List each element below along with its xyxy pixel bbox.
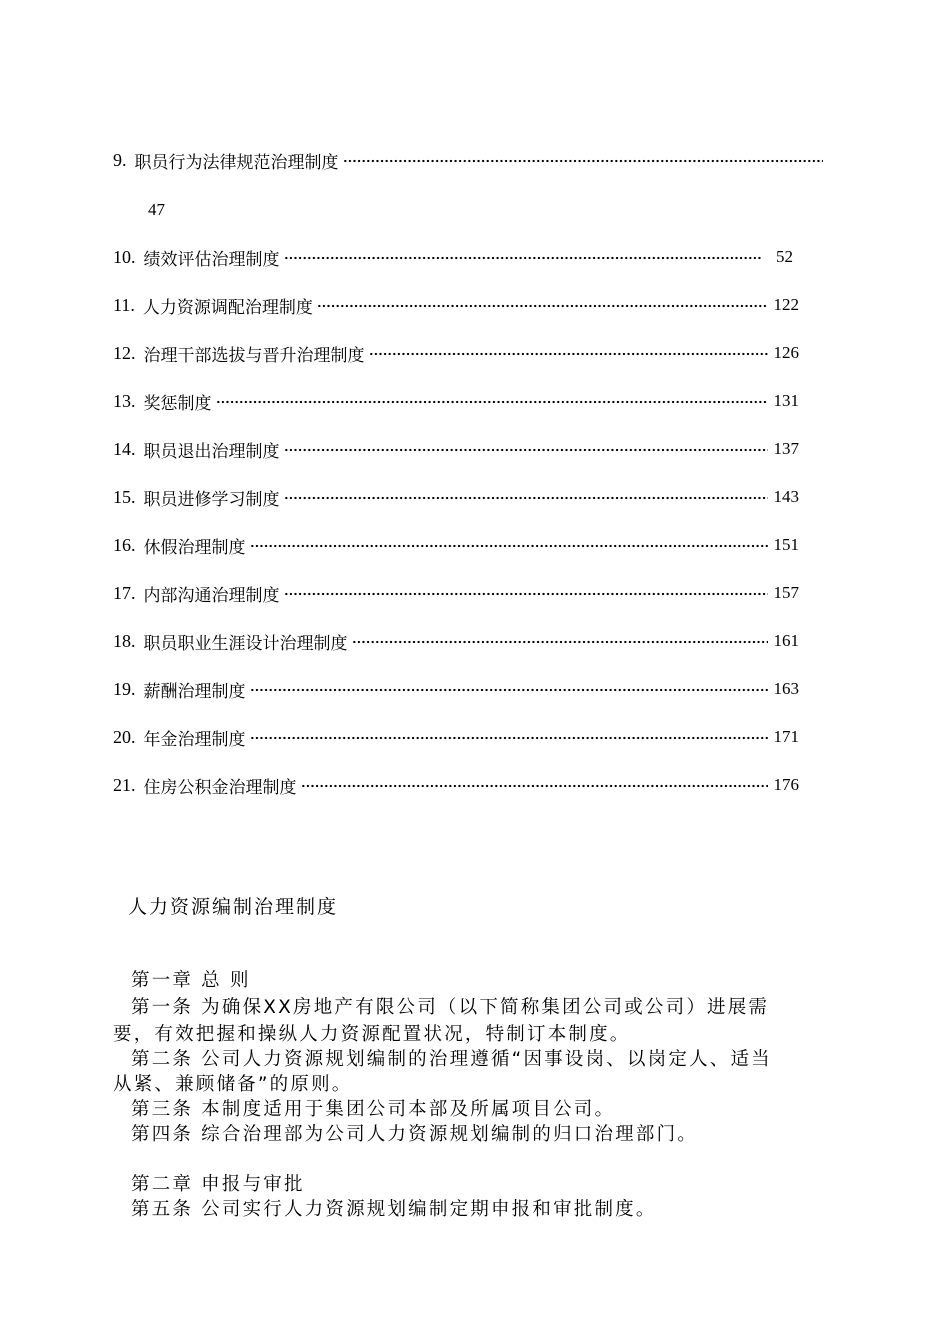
toc-item-14[interactable] <box>113 434 799 464</box>
toc-number: 15. <box>113 486 136 507</box>
toc-leader-dots <box>284 592 768 596</box>
toc-title: 职员职业生涯设计治理制度 <box>143 633 348 654</box>
toc-page-number: 143 <box>773 487 799 506</box>
toc-item-12[interactable] <box>113 338 799 368</box>
toc-title: 治理干部选拔与晋升治理制度 <box>143 345 365 366</box>
toc-leader-dots <box>352 640 768 644</box>
chapter-heading: 第一章 总 则 <box>131 970 251 991</box>
toc-number: 13. <box>113 390 136 411</box>
toc-leader-dots <box>250 544 768 548</box>
toc-leader-dots <box>284 448 768 452</box>
toc-leader-dots <box>301 784 768 788</box>
toc-title: 职员退出治理制度 <box>143 441 280 462</box>
toc-title: 年金治理制度 <box>143 729 246 750</box>
toc-page-number: 161 <box>773 631 799 650</box>
toc-page-number: 131 <box>773 391 799 410</box>
toc-number: 11. <box>113 294 135 315</box>
toc-page-number: 176 <box>773 775 799 794</box>
toc-page-number: 171 <box>773 727 799 746</box>
toc-page-number: 137 <box>773 439 799 458</box>
toc-title: 内部沟通治理制度 <box>143 585 280 606</box>
toc-page-number: 163 <box>773 679 799 698</box>
toc-title: 休假治理制度 <box>143 537 246 558</box>
toc-item-17[interactable] <box>113 578 799 608</box>
toc-number: 16. <box>113 534 136 555</box>
toc-page-number: 151 <box>773 535 799 554</box>
toc-title: 职员行为法律规范治理制度 <box>134 152 339 173</box>
chapter-heading: 第二章 申报与审批 <box>131 1174 305 1195</box>
toc-number: 19. <box>113 678 136 699</box>
toc-number: 20. <box>113 726 136 747</box>
article-1-line-1: 第一条 为确保XX房地产有限公司（以下简称集团公司或公司）进展需 <box>131 997 770 1018</box>
toc-item-21[interactable] <box>113 770 799 800</box>
document-title: 人力资源编制治理制度 <box>128 896 339 918</box>
toc-item-16[interactable] <box>113 530 799 560</box>
toc-item-19[interactable] <box>113 674 799 704</box>
toc-leader-dots <box>343 159 824 163</box>
toc-number: 12. <box>113 342 136 363</box>
toc-title: 职员进修学习制度 <box>143 489 280 510</box>
toc-item-13[interactable] <box>113 386 799 416</box>
toc-item-9-page: 47 <box>148 200 165 219</box>
toc-leader-dots <box>250 688 768 692</box>
toc-item-20[interactable] <box>113 722 799 752</box>
toc-title: 人力资源调配治理制度 <box>142 297 313 318</box>
toc-number: 14. <box>113 438 136 459</box>
article-1-line-2: 要，有效把握和操纵人力资源配置状况，特制订本制度。 <box>113 1024 631 1045</box>
toc-item-9[interactable] <box>113 145 823 175</box>
toc-number: 9. <box>113 149 127 170</box>
toc-item-18[interactable] <box>113 626 799 656</box>
article-5: 第五条 公司实行人力资源规划编制定期申报和审批制度。 <box>131 1199 657 1220</box>
article-3: 第三条 本制度适用于集团公司本部及所属项目公司。 <box>131 1099 616 1120</box>
toc-page-number: 126 <box>773 343 799 362</box>
toc-page-number: 157 <box>773 583 799 602</box>
toc-page-number: 122 <box>773 295 799 314</box>
toc-title: 绩效评估治理制度 <box>143 249 280 270</box>
toc-title: 奖惩制度 <box>143 393 212 414</box>
toc-item-15[interactable] <box>113 482 799 512</box>
toc-leader-dots <box>284 496 768 500</box>
toc-leader-dots <box>284 256 763 260</box>
toc-leader-dots <box>369 352 768 356</box>
toc-title: 住房公积金治理制度 <box>143 777 297 798</box>
article-2-line-1: 第二条 公司人力资源规划编制的治理遵循“因事设岗、以岗定人、适当 <box>131 1049 772 1070</box>
toc-number: 18. <box>113 630 136 651</box>
toc-number: 21. <box>113 774 136 795</box>
toc-number: 10. <box>113 246 136 267</box>
article-4: 第四条 综合治理部为公司人力资源规划编制的归口治理部门。 <box>131 1124 698 1145</box>
toc-number: 17. <box>113 582 136 603</box>
article-2-line-2: 从紧、兼顾储备”的原则。 <box>113 1074 353 1095</box>
toc-leader-dots <box>317 304 768 308</box>
toc-leader-dots <box>216 400 768 404</box>
toc-item-11[interactable] <box>113 290 799 320</box>
toc-leader-dots <box>250 736 768 740</box>
toc-item-10[interactable] <box>113 242 793 272</box>
toc-title: 薪酬治理制度 <box>143 681 246 702</box>
toc-page-number: 52 <box>776 247 793 266</box>
